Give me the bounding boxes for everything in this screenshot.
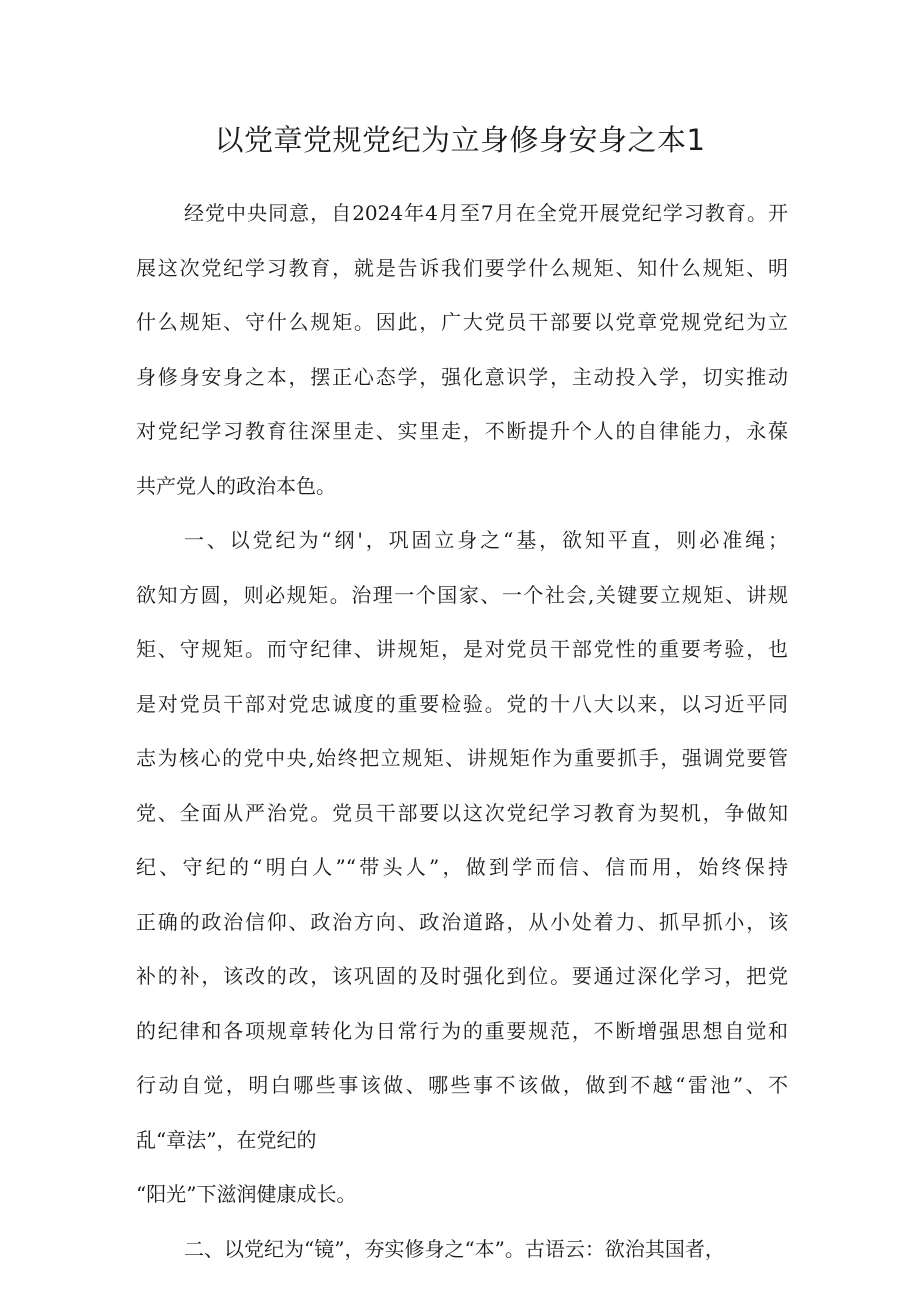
text-line: 矩、守规矩。而守纪律、讲规矩，是对党员干部党性的重要考验，也 — [136, 637, 788, 661]
text-line: 行动自觉，明白哪些事该做、哪些事不该做，做到不越“雷池”、不 — [136, 1073, 788, 1097]
text-line: 二、以党纪为“镜”，夯实修身之“本”。古语云：欲治其国者， — [184, 1236, 725, 1261]
text-line: 共产党人的政治本色。 — [136, 473, 336, 498]
text-line: 乱“章法”，在党纪的 — [136, 1127, 317, 1152]
text-line: 是对党员干部对党忠诚度的重要检验。党的十八大以来，以习近平同 — [136, 691, 788, 716]
text-line: 什么规矩、守什么规矩。因此，广大党员干部要以党章党规党纪为立 — [136, 310, 788, 334]
paragraph-section-one — [136, 513, 788, 1167]
paragraph-section-two — [136, 1222, 788, 1277]
document-body — [136, 186, 788, 1276]
document-title: 以党章党规党纪为立身修身安身之本1 — [214, 123, 706, 157]
text-line: 欲知方圆，则必规矩。治理一个国家、一个社会,关键要立规矩、讲规 — [136, 582, 788, 607]
text-line: “阳光”下滋润健康成长。 — [136, 1182, 357, 1206]
text-line: 纪、守纪的“明白人”“带头人”，做到学而信、信而用，始终保持 — [136, 855, 788, 879]
paragraph-intro — [136, 186, 788, 513]
text-line: 正确的政治信仰、政治方向、政治道路，从小处着力、抓早抓小，该 — [136, 909, 788, 934]
text-line: 展这次党纪学习教育，就是告诉我们要学什么规矩、知什么规矩、明 — [136, 255, 788, 280]
text-line: 对党纪学习教育往深里走、实里走，不断提升个人的自律能力，永葆 — [136, 419, 788, 443]
text-line: 补的补，该改的改，该巩固的及时强化到位。要通过深化学习，把党 — [136, 964, 788, 988]
text-line: 身修身安身之本，摆正心态学，强化意识学，主动投入学，切实推动 — [136, 364, 788, 389]
text-line: 党、全面从严治党。党员干部要以这次党纪学习教育为契机，争做知 — [136, 800, 788, 825]
text-line: 经党中央同意，自2024年4月至7月在全党开展党纪学习教育。开 — [184, 201, 788, 225]
text-line: 一、以党纪为“纲'，巩固立身之“基，欲知平直，则必准绳； — [184, 528, 788, 552]
text-line: 的纪律和各项规章转化为日常行为的重要规范，不断增强思想自觉和 — [136, 1018, 788, 1043]
paragraph-continuation — [136, 1167, 788, 1222]
text-line: 志为核心的党中央,始终把立规矩、讲规矩作为重要抓手，强调党要管 — [136, 746, 788, 770]
